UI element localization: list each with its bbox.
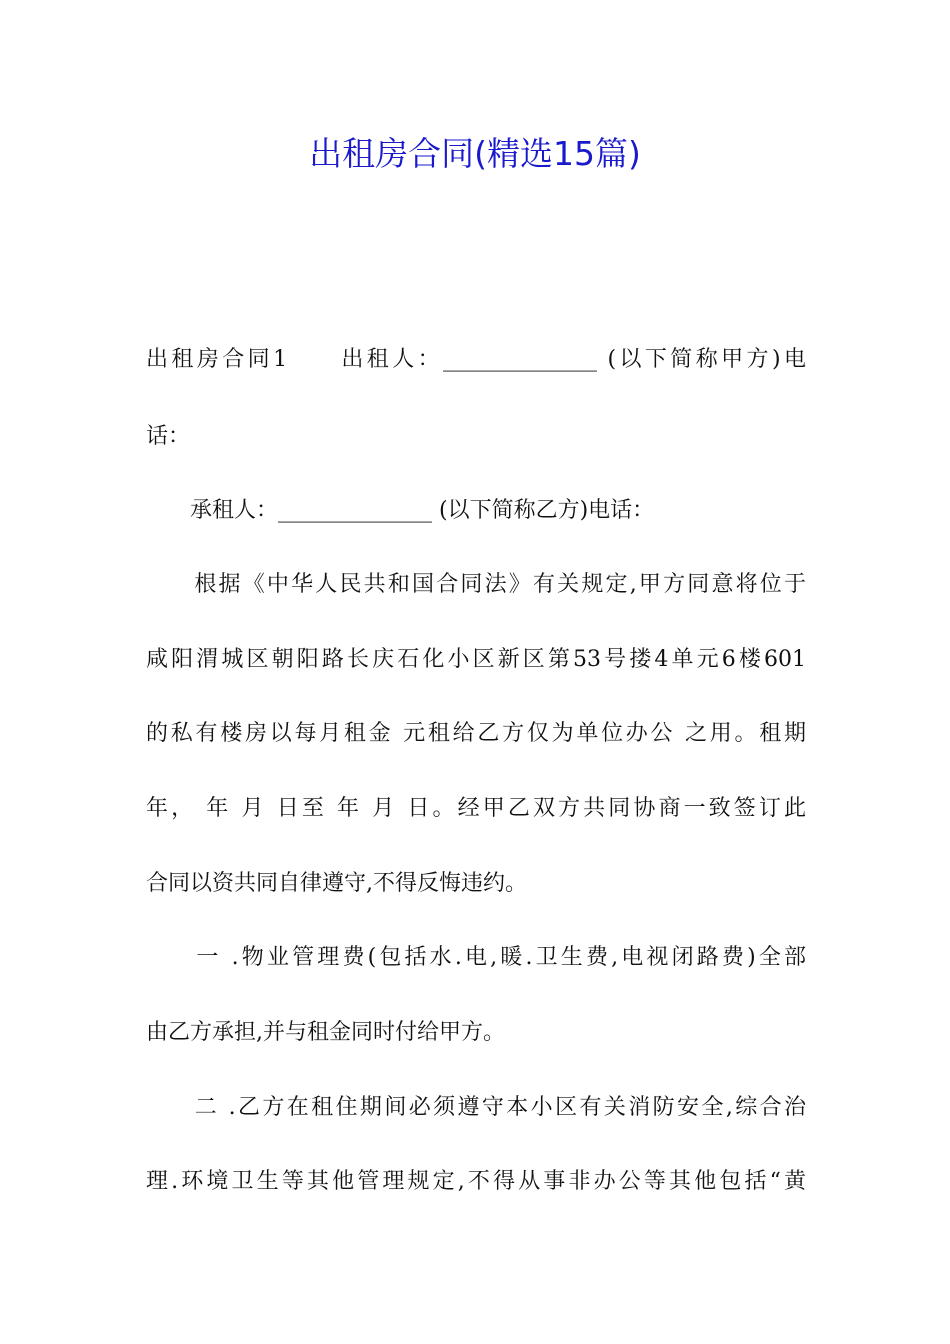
document-title: 出租房合同(精选15篇): [309, 134, 641, 173]
text-line-12: 理.环境卫生等其他管理规定,不得从事非办公等其他包括“黄: [146, 1169, 806, 1194]
text-line-2: 话：: [146, 424, 191, 449]
text-line-8: 合同以资共同自律遵守,不得反悔违约。: [146, 871, 527, 896]
text-line-3: 承租人：______________ (以下简称乙方)电话：: [146, 498, 655, 523]
text-line-7: 年， 年 月 日至 年 月 日。经甲乙双方共同协商一致签订此: [146, 796, 806, 821]
text-line-5: 咸阳渭城区朝阳路长庆石化小区新区第53号搂4单元6楼601: [146, 647, 806, 672]
text-line-10: 由乙方承担,并与租金同时付给甲方。: [146, 1020, 505, 1045]
text-line-4: 根据《中华人民共和国合同法》有关规定,甲方同意将位于: [146, 572, 806, 597]
text-line-6: 的私有楼房以每月租金 元租给乙方仅为单位办公 之用。租期: [146, 721, 806, 746]
text-line-11: 二 .乙方在租住期间必须遵守本小区有关消防安全,综合治: [146, 1095, 806, 1120]
text-line-9: 一 .物业管理费(包括水.电,暖.卫生费,电视闭路费)全部: [146, 945, 806, 970]
text-line-1: 出租房合同1 出租人：______________ (以下简称甲方)电: [146, 347, 806, 372]
